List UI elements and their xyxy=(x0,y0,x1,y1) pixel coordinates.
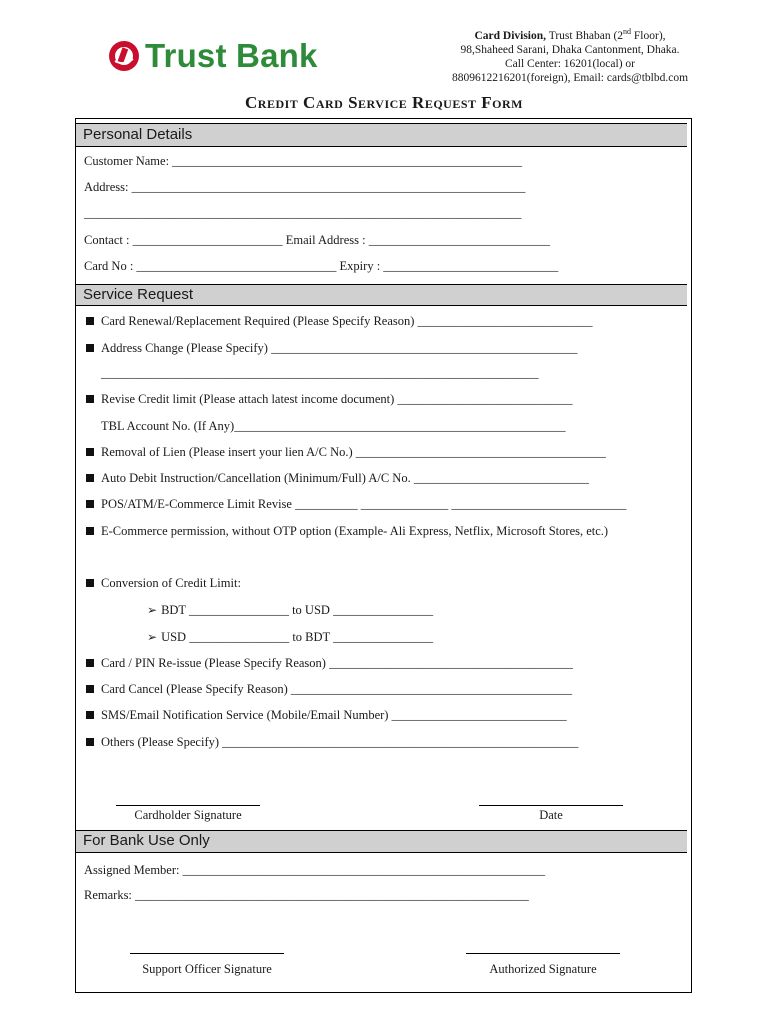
bullet-icon xyxy=(86,685,94,693)
support-officer-signature-label: Support Officer Signature xyxy=(142,962,272,976)
bank-name: Trust Bank xyxy=(145,37,318,74)
service-item-limit-revise[interactable] xyxy=(86,496,626,512)
bullet-icon xyxy=(86,500,94,508)
service-item-label: Card Renewal/Replacement Required (Please Specify Reason) ____________________________ xyxy=(101,314,593,328)
form-title: Credit Card Service Request Form xyxy=(245,93,523,112)
service-item-address-change[interactable] xyxy=(86,340,577,356)
card-division-address xyxy=(420,25,720,85)
authorized-signature-label: Authorized Signature xyxy=(489,962,597,976)
bullet-icon xyxy=(86,738,94,746)
address-field[interactable]: Address: _______________________________________________________________ xyxy=(84,180,526,194)
service-item-conversion[interactable] xyxy=(86,575,241,591)
address-division: Card Division, xyxy=(474,29,547,42)
bullet-icon xyxy=(86,474,94,482)
section-personal-details: Personal Details xyxy=(76,123,687,147)
address-line3: Call Center: 16201(local) or xyxy=(505,57,635,70)
bullet-icon xyxy=(86,395,94,403)
trust-bank-logo-icon xyxy=(107,39,141,73)
card-no-expiry-field[interactable]: Card No : ________________________________ Expiry : ____________________________ xyxy=(84,259,559,273)
address-line1: Trust Bhaban (2 xyxy=(546,29,624,42)
date-line[interactable] xyxy=(479,805,623,806)
service-item-card-cancel[interactable] xyxy=(86,681,572,697)
service-item-ecommerce[interactable] xyxy=(86,523,608,539)
arrow-right-icon: ➢ xyxy=(147,630,158,644)
address-line1-end: Floor), xyxy=(631,29,666,42)
service-item-label: E-Commerce permission, without OTP option (Example- Ali Express, Netflix, Microsoft Stores, etc.) xyxy=(101,524,609,538)
service-item-label: Removal of Lien (Please insert your lien A/C No.) ________________________________________ xyxy=(101,445,606,459)
conversion-bdt-usd[interactable] xyxy=(147,602,433,618)
service-item-auto-debit[interactable] xyxy=(86,470,589,486)
service-item-label: Card Cancel (Please Specify Reason) _____________________________________________ xyxy=(101,682,573,696)
service-item-label: Auto Debit Instruction/Cancellation (Minimum/Full) A/C No. ____________________________ xyxy=(101,471,589,485)
bullet-icon xyxy=(86,659,94,667)
service-item-label: Address Change (Please Specify) _________________________________________________ xyxy=(101,341,578,355)
bullet-icon xyxy=(86,711,94,719)
date-label: Date xyxy=(539,808,563,822)
customer-name-field[interactable]: Customer Name: ________________________________________________________ xyxy=(84,154,523,168)
service-item-label: POS/ATM/E-Commerce Limit Revise __________ ______________ ____________________________ xyxy=(101,497,627,511)
tbl-account-field[interactable]: TBL Account No. (If Any)_____________________________________________________ xyxy=(101,419,566,433)
bullet-icon xyxy=(86,344,94,352)
bullet-icon xyxy=(86,448,94,456)
bullet-icon xyxy=(86,527,94,535)
support-officer-signature-line[interactable] xyxy=(130,953,284,954)
arrow-right-icon: ➢ xyxy=(147,603,158,617)
section-bank-use: For Bank Use Only xyxy=(76,830,687,853)
conversion-label: USD ________________ to BDT ________________ xyxy=(161,630,434,644)
conversion-label: BDT ________________ to USD ________________ xyxy=(161,603,434,617)
address-line4: 8809612216201(foreign), Email: cards@tblbd.com xyxy=(451,71,689,84)
bullet-icon xyxy=(86,579,94,587)
service-item-label: Conversion of Credit Limit: xyxy=(101,576,241,590)
service-item-revise-limit[interactable] xyxy=(86,391,572,407)
service-item-label: Others (Please Specify) _________________________________________________________ xyxy=(101,735,579,749)
section-service-request: Service Request xyxy=(76,284,687,306)
bank-logo xyxy=(107,36,318,76)
service-item-removal-lien[interactable] xyxy=(86,444,606,460)
service-item-pin-reissue[interactable] xyxy=(86,655,573,671)
address-line2: 98,Shaheed Sarani, Dhaka Cantonment, Dhaka. xyxy=(460,43,680,56)
conversion-usd-bdt[interactable] xyxy=(147,629,433,645)
authorized-signature-line[interactable] xyxy=(466,953,620,954)
cardholder-signature-line[interactable] xyxy=(116,805,260,806)
bullet-icon xyxy=(86,317,94,325)
service-item-label: SMS/Email Notification Service (Mobile/Email Number) ____________________________ xyxy=(101,708,567,722)
address-change-cont-field[interactable]: ______________________________________________________________________ xyxy=(101,366,539,380)
service-item-sms-email[interactable] xyxy=(86,707,567,723)
address-sup: nd xyxy=(623,27,632,36)
contact-email-field[interactable]: Contact : ________________________ Email Address : _____________________________ xyxy=(84,233,550,247)
service-item-label: Card / PIN Re-issue (Please Specify Reason) _______________________________________ xyxy=(101,656,573,670)
assigned-member-field[interactable]: Assigned Member: __________________________________________________________ xyxy=(84,863,546,877)
address-field-cont[interactable]: ______________________________________________________________________ xyxy=(84,206,522,220)
service-item-others[interactable] xyxy=(86,734,578,750)
service-item-card-renewal[interactable] xyxy=(86,313,593,329)
remarks-field[interactable]: Remarks: _______________________________________________________________ xyxy=(84,888,529,902)
service-item-label: Revise Credit limit (Please attach latest income document) ____________________________ xyxy=(101,392,573,406)
cardholder-signature-label: Cardholder Signature xyxy=(134,808,242,822)
